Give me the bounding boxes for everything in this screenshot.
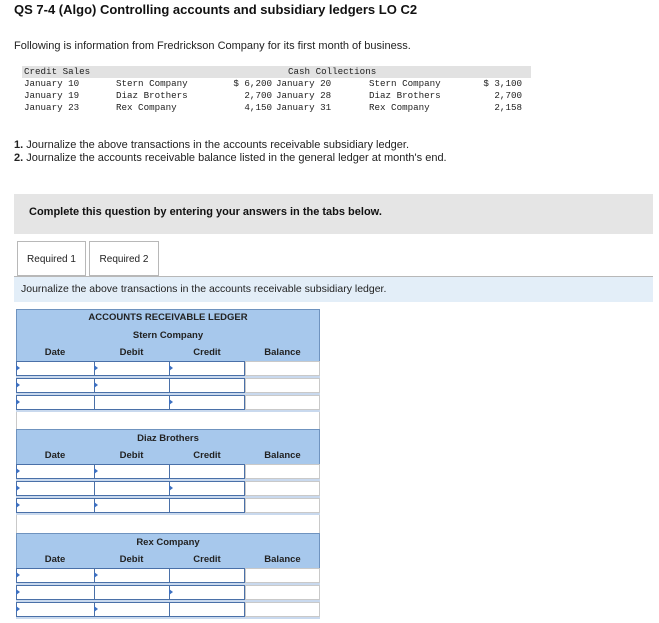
complete-question-banner	[14, 194, 653, 234]
debit-input[interactable]	[94, 498, 170, 513]
dropdown-arrow-icon	[94, 572, 98, 578]
debit-input[interactable]	[94, 568, 170, 583]
section-spacer	[16, 515, 320, 533]
credit-sale-date: January 19	[24, 90, 80, 101]
column-debit: Debit	[119, 554, 144, 565]
credit-input[interactable]	[169, 481, 245, 496]
balance-input[interactable]	[245, 602, 320, 617]
column-debit: Debit	[119, 450, 144, 461]
cash-collection-amount: $ 3,100	[483, 78, 522, 89]
dropdown-arrow-icon	[94, 365, 98, 371]
instruction-item	[14, 152, 447, 165]
instruction-item	[14, 139, 447, 152]
credit-input[interactable]	[169, 395, 245, 410]
section-spacer	[16, 412, 320, 429]
debit-input[interactable]	[94, 378, 170, 393]
balance-input[interactable]	[245, 498, 320, 513]
credit-input[interactable]	[169, 464, 245, 479]
instruction-number: 1.	[14, 139, 24, 151]
cash-collections-header: Cash Collections	[288, 66, 377, 77]
debit-input[interactable]	[94, 481, 170, 496]
column-date: Date	[44, 554, 66, 565]
cash-collection-customer: Rex Company	[369, 102, 430, 113]
info-table-header	[22, 66, 531, 78]
instruction-text: Journalize the above transactions in the accounts receivable subsidiary ledger.	[26, 139, 410, 151]
cash-collection-customer: Diaz Brothers	[369, 90, 441, 101]
column-credit: Credit	[193, 554, 221, 565]
date-input[interactable]	[16, 481, 95, 496]
instruction-number: 2.	[14, 152, 24, 164]
cash-collection-amount: 2,700	[494, 90, 522, 101]
balance-input[interactable]	[245, 464, 320, 479]
cash-collection-amount: 2,158	[494, 102, 522, 113]
cash-collection-date: January 28	[276, 90, 332, 101]
debit-input[interactable]	[94, 361, 170, 376]
column-balance: Balance	[264, 347, 301, 358]
date-input[interactable]	[16, 464, 95, 479]
dropdown-arrow-icon	[94, 468, 98, 474]
column-credit: Credit	[193, 450, 221, 461]
instruction-text: Journalize the accounts receivable balance listed in the general ledger at month's end.	[26, 152, 447, 164]
credit-sale-amount: 2,700	[244, 90, 272, 101]
account-name-rex: Rex Company	[136, 537, 200, 548]
dropdown-arrow-icon	[94, 382, 98, 388]
tab-required-1[interactable]: Required 1	[17, 241, 86, 276]
dropdown-arrow-icon	[16, 589, 20, 595]
dropdown-arrow-icon	[16, 382, 20, 388]
dropdown-arrow-icon	[16, 485, 20, 491]
sub-question-bar	[14, 277, 653, 302]
dropdown-arrow-icon	[169, 365, 173, 371]
dropdown-arrow-icon	[169, 399, 173, 405]
column-debit: Debit	[119, 347, 144, 358]
dropdown-arrow-icon	[16, 399, 20, 405]
account-name-stern: Stern Company	[132, 330, 204, 341]
cash-collection-date: January 31	[276, 102, 332, 113]
tab-required-2[interactable]: Required 2	[89, 241, 159, 276]
credit-input[interactable]	[169, 361, 245, 376]
debit-input[interactable]	[94, 464, 170, 479]
balance-input[interactable]	[245, 395, 320, 410]
column-balance: Balance	[264, 554, 301, 565]
date-input[interactable]	[16, 395, 95, 410]
credit-sale-amount: $ 6,200	[233, 78, 272, 89]
dropdown-arrow-icon	[169, 485, 173, 491]
date-input[interactable]	[16, 498, 95, 513]
balance-input[interactable]	[245, 568, 320, 583]
date-input[interactable]	[16, 602, 95, 617]
column-balance: Balance	[264, 450, 301, 461]
column-date: Date	[44, 347, 66, 358]
account-name-diaz: Diaz Brothers	[137, 433, 199, 444]
credit-sale-amount: 4,150	[244, 102, 272, 113]
banner-text: Complete this question by entering your answers in the tabs below.	[29, 206, 382, 218]
balance-input[interactable]	[245, 585, 320, 600]
cash-collection-date: January 20	[276, 78, 332, 89]
credit-input[interactable]	[169, 498, 245, 513]
page-title: QS 7-4 (Algo) Controlling accounts and subsidiary ledgers LO C2	[14, 2, 418, 17]
dropdown-arrow-icon	[16, 468, 20, 474]
credit-sale-customer: Rex Company	[116, 102, 177, 113]
balance-input[interactable]	[245, 481, 320, 496]
ledger-title: ACCOUNTS RECEIVABLE LEDGER	[88, 312, 248, 323]
intro-text: Following is information from Fredrickson Company for its first month of business.	[14, 40, 411, 52]
sub-question-text: Journalize the above transactions in the accounts receivable subsidiary ledger.	[21, 283, 387, 295]
instructions	[14, 139, 447, 165]
debit-input[interactable]	[94, 585, 170, 600]
balance-input[interactable]	[245, 361, 320, 376]
column-date: Date	[44, 450, 66, 461]
dropdown-arrow-icon	[16, 572, 20, 578]
credit-sale-date: January 10	[24, 78, 80, 89]
dropdown-arrow-icon	[16, 365, 20, 371]
accounts-receivable-ledger	[16, 309, 320, 620]
credit-sale-date: January 23	[24, 102, 80, 113]
credit-input[interactable]	[169, 568, 245, 583]
dropdown-arrow-icon	[16, 502, 20, 508]
dropdown-arrow-icon	[169, 589, 173, 595]
debit-input[interactable]	[94, 602, 170, 617]
date-input[interactable]	[16, 568, 95, 583]
date-input[interactable]	[16, 585, 95, 600]
credit-input[interactable]	[169, 602, 245, 617]
column-credit: Credit	[193, 347, 221, 358]
date-input[interactable]	[16, 361, 95, 376]
dropdown-arrow-icon	[16, 606, 20, 612]
credit-sale-customer: Diaz Brothers	[116, 90, 188, 101]
dropdown-arrow-icon	[94, 606, 98, 612]
dropdown-arrow-icon	[94, 502, 98, 508]
credit-input[interactable]	[169, 585, 245, 600]
credit-input[interactable]	[169, 378, 245, 393]
cash-collection-customer: Stern Company	[369, 78, 441, 89]
credit-sales-header: Credit Sales	[24, 66, 91, 77]
debit-input[interactable]	[94, 395, 170, 410]
balance-input[interactable]	[245, 378, 320, 393]
date-input[interactable]	[16, 378, 95, 393]
credit-sale-customer: Stern Company	[116, 78, 188, 89]
